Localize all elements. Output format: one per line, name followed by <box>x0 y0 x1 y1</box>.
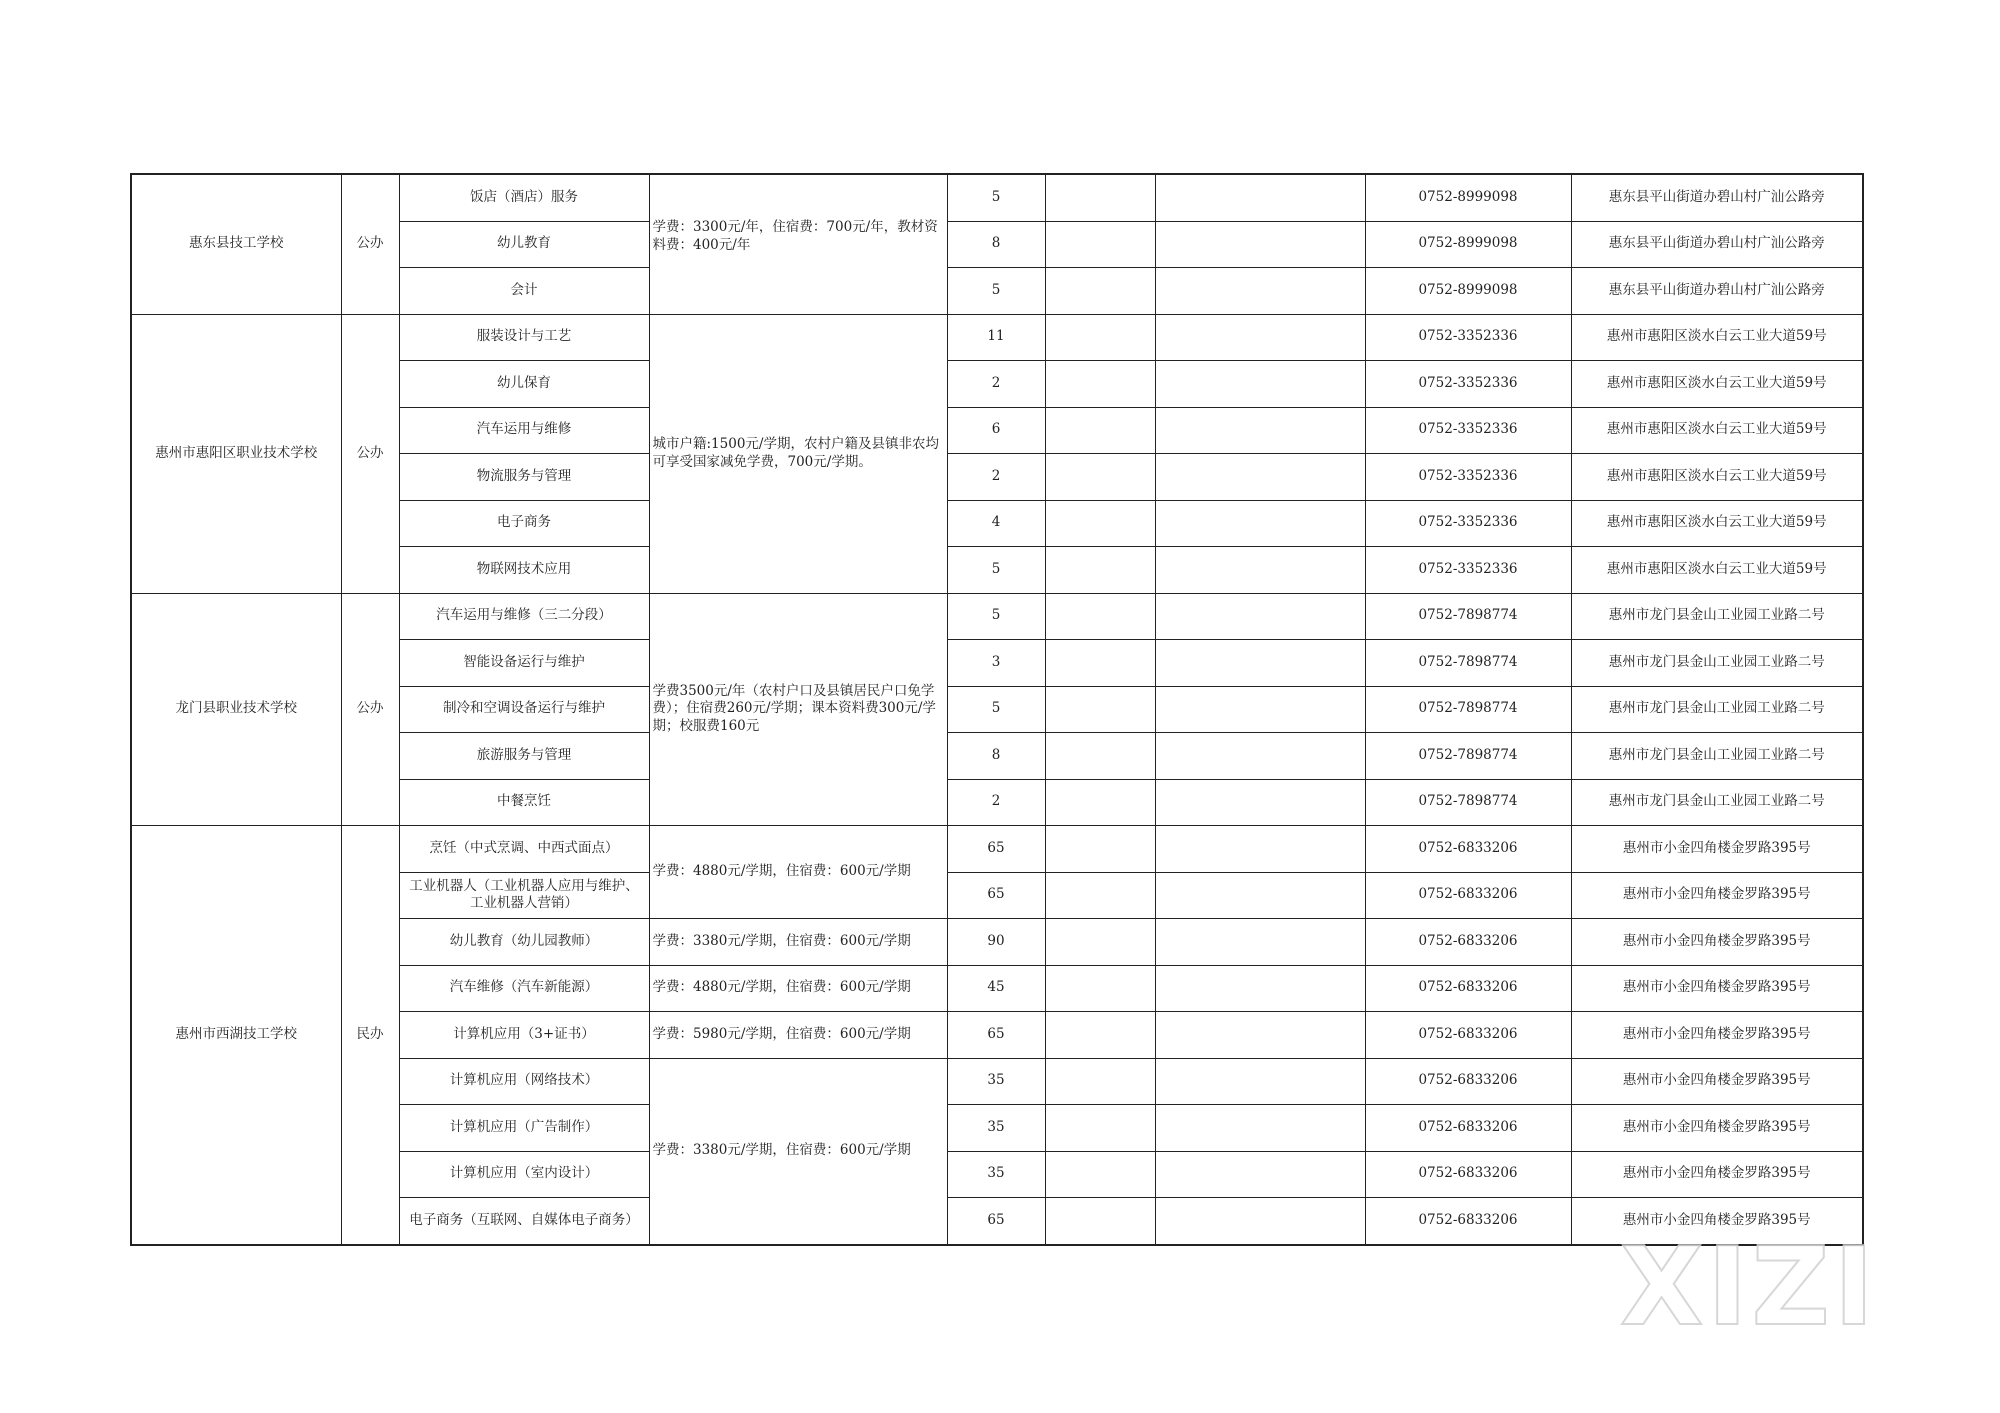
major-cell: 电子商务（互联网、自媒体电子商务） <box>399 1198 649 1245</box>
address-cell: 惠州市龙门县金山工业园工业路二号 <box>1571 686 1863 733</box>
quota-cell: 65 <box>947 872 1045 919</box>
empty-cell <box>1155 454 1365 501</box>
address-cell: 惠州市龙门县金山工业园工业路二号 <box>1571 640 1863 687</box>
school-name-cell: 惠州市西湖技工学校 <box>131 826 341 1245</box>
address-cell: 惠州市小金四角楼金罗路395号 <box>1571 1198 1863 1245</box>
phone-cell: 0752-7898774 <box>1365 733 1571 780</box>
phone-cell: 0752-3352336 <box>1365 547 1571 594</box>
empty-cell <box>1045 174 1155 221</box>
quota-cell: 5 <box>947 268 1045 315</box>
address-cell: 惠州市小金四角楼金罗路395号 <box>1571 1012 1863 1059</box>
major-cell: 计算机应用（广告制作） <box>399 1105 649 1152</box>
address-cell: 惠州市龙门县金山工业园工业路二号 <box>1571 733 1863 780</box>
major-cell: 饭店（酒店）服务 <box>399 174 649 221</box>
table-row <box>131 314 1863 361</box>
phone-cell: 0752-7898774 <box>1365 640 1571 687</box>
phone-cell: 0752-8999098 <box>1365 221 1571 268</box>
empty-cell <box>1045 1012 1155 1059</box>
empty-cell <box>1045 779 1155 826</box>
empty-cell <box>1155 1105 1365 1152</box>
address-cell: 惠东县平山街道办碧山村广汕公路旁 <box>1571 221 1863 268</box>
quota-cell: 5 <box>947 547 1045 594</box>
phone-cell: 0752-3352336 <box>1365 500 1571 547</box>
empty-cell <box>1045 686 1155 733</box>
fee-cell: 学费：3380元/学期，住宿费：600元/学期 <box>649 1058 947 1245</box>
phone-cell: 0752-6833206 <box>1365 1151 1571 1198</box>
empty-cell <box>1155 1058 1365 1105</box>
major-cell: 服装设计与工艺 <box>399 314 649 361</box>
address-cell: 惠州市小金四角楼金罗路395号 <box>1571 826 1863 873</box>
empty-cell <box>1155 1151 1365 1198</box>
school-type-cell: 民办 <box>341 826 399 1245</box>
empty-cell <box>1155 1198 1365 1245</box>
school-name-cell: 龙门县职业技术学校 <box>131 593 341 826</box>
major-cell: 智能设备运行与维护 <box>399 640 649 687</box>
address-cell: 惠州市小金四角楼金罗路395号 <box>1571 1105 1863 1152</box>
fee-cell: 学费：3380元/学期，住宿费：600元/学期 <box>649 919 947 966</box>
quota-cell: 35 <box>947 1105 1045 1152</box>
empty-cell <box>1045 500 1155 547</box>
quota-cell: 35 <box>947 1058 1045 1105</box>
major-cell: 汽车运用与维修 <box>399 407 649 454</box>
major-cell: 幼儿教育 <box>399 221 649 268</box>
empty-cell <box>1045 733 1155 780</box>
address-cell: 惠州市惠阳区淡水白云工业大道59号 <box>1571 361 1863 408</box>
empty-cell <box>1155 314 1365 361</box>
empty-cell <box>1155 407 1365 454</box>
empty-cell <box>1045 1058 1155 1105</box>
quota-cell: 8 <box>947 221 1045 268</box>
empty-cell <box>1155 221 1365 268</box>
empty-cell <box>1045 919 1155 966</box>
empty-cell <box>1155 174 1365 221</box>
address-cell: 惠州市惠阳区淡水白云工业大道59号 <box>1571 454 1863 501</box>
address-cell: 惠州市小金四角楼金罗路395号 <box>1571 1058 1863 1105</box>
empty-cell <box>1045 1151 1155 1198</box>
quota-cell: 5 <box>947 174 1045 221</box>
phone-cell: 0752-6833206 <box>1365 1058 1571 1105</box>
address-cell: 惠州市惠阳区淡水白云工业大道59号 <box>1571 500 1863 547</box>
major-cell: 计算机应用（网络技术） <box>399 1058 649 1105</box>
empty-cell <box>1155 1012 1365 1059</box>
empty-cell <box>1155 640 1365 687</box>
phone-cell: 0752-6833206 <box>1365 1198 1571 1245</box>
major-cell: 幼儿教育（幼儿园教师） <box>399 919 649 966</box>
quota-cell: 45 <box>947 965 1045 1012</box>
quota-cell: 8 <box>947 733 1045 780</box>
address-cell: 惠州市龙门县金山工业园工业路二号 <box>1571 593 1863 640</box>
enrollment-table <box>130 173 1864 1246</box>
quota-cell: 6 <box>947 407 1045 454</box>
empty-cell <box>1155 826 1365 873</box>
school-name-cell: 惠东县技工学校 <box>131 174 341 314</box>
major-cell: 汽车维修（汽车新能源） <box>399 965 649 1012</box>
empty-cell <box>1045 361 1155 408</box>
address-cell: 惠州市小金四角楼金罗路395号 <box>1571 965 1863 1012</box>
empty-cell <box>1045 268 1155 315</box>
quota-cell: 35 <box>947 1151 1045 1198</box>
school-type-cell: 公办 <box>341 314 399 593</box>
phone-cell: 0752-6833206 <box>1365 965 1571 1012</box>
empty-cell <box>1155 268 1365 315</box>
empty-cell <box>1155 547 1365 594</box>
table-row <box>131 174 1863 221</box>
empty-cell <box>1155 686 1365 733</box>
empty-cell <box>1155 500 1365 547</box>
major-cell: 制冷和空调设备运行与维护 <box>399 686 649 733</box>
table-row <box>131 826 1863 873</box>
table-row <box>131 593 1863 640</box>
phone-cell: 0752-7898774 <box>1365 686 1571 733</box>
quota-cell: 65 <box>947 826 1045 873</box>
quota-cell: 4 <box>947 500 1045 547</box>
address-cell: 惠东县平山街道办碧山村广汕公路旁 <box>1571 268 1863 315</box>
major-cell: 物流服务与管理 <box>399 454 649 501</box>
major-cell: 物联网技术应用 <box>399 547 649 594</box>
empty-cell <box>1155 361 1365 408</box>
watermark-logo: XIZI <box>1620 1225 1878 1350</box>
address-cell: 惠州市小金四角楼金罗路395号 <box>1571 872 1863 919</box>
major-cell: 计算机应用（3+证书） <box>399 1012 649 1059</box>
empty-cell <box>1045 1105 1155 1152</box>
quota-cell: 5 <box>947 593 1045 640</box>
phone-cell: 0752-6833206 <box>1365 826 1571 873</box>
phone-cell: 0752-6833206 <box>1365 1105 1571 1152</box>
major-cell: 会计 <box>399 268 649 315</box>
phone-cell: 0752-3352336 <box>1365 361 1571 408</box>
fee-cell: 学费：5980元/学期，住宿费：600元/学期 <box>649 1012 947 1059</box>
quota-cell: 2 <box>947 454 1045 501</box>
major-cell: 工业机器人（工业机器人应用与维护、工业机器人营销） <box>399 872 649 919</box>
empty-cell <box>1045 965 1155 1012</box>
address-cell: 惠州市惠阳区淡水白云工业大道59号 <box>1571 407 1863 454</box>
empty-cell <box>1045 826 1155 873</box>
phone-cell: 0752-7898774 <box>1365 593 1571 640</box>
phone-cell: 0752-6833206 <box>1365 872 1571 919</box>
major-cell: 烹饪（中式烹调、中西式面点） <box>399 826 649 873</box>
school-type-cell: 公办 <box>341 174 399 314</box>
phone-cell: 0752-8999098 <box>1365 174 1571 221</box>
empty-cell <box>1045 640 1155 687</box>
empty-cell <box>1155 965 1365 1012</box>
address-cell: 惠东县平山街道办碧山村广汕公路旁 <box>1571 174 1863 221</box>
empty-cell <box>1045 221 1155 268</box>
fee-cell: 学费：4880元/学期，住宿费：600元/学期 <box>649 965 947 1012</box>
quota-cell: 2 <box>947 779 1045 826</box>
address-cell: 惠州市惠阳区淡水白云工业大道59号 <box>1571 547 1863 594</box>
major-cell: 电子商务 <box>399 500 649 547</box>
fee-cell: 学费：3300元/年，住宿费：700元/年，教材资料费：400元/年 <box>649 174 947 314</box>
quota-cell: 65 <box>947 1198 1045 1245</box>
quota-cell: 11 <box>947 314 1045 361</box>
empty-cell <box>1045 314 1155 361</box>
school-name-cell: 惠州市惠阳区职业技术学校 <box>131 314 341 593</box>
phone-cell: 0752-3352336 <box>1365 407 1571 454</box>
major-cell: 旅游服务与管理 <box>399 733 649 780</box>
empty-cell <box>1155 593 1365 640</box>
major-cell: 计算机应用（室内设计） <box>399 1151 649 1198</box>
major-cell: 幼儿保育 <box>399 361 649 408</box>
empty-cell <box>1155 872 1365 919</box>
empty-cell <box>1045 547 1155 594</box>
phone-cell: 0752-6833206 <box>1365 919 1571 966</box>
quota-cell: 90 <box>947 919 1045 966</box>
address-cell: 惠州市龙门县金山工业园工业路二号 <box>1571 779 1863 826</box>
phone-cell: 0752-6833206 <box>1365 1012 1571 1059</box>
phone-cell: 0752-8999098 <box>1365 268 1571 315</box>
phone-cell: 0752-3352336 <box>1365 454 1571 501</box>
empty-cell <box>1155 779 1365 826</box>
empty-cell <box>1045 1198 1155 1245</box>
school-type-cell: 公办 <box>341 593 399 826</box>
fee-cell: 学费3500元/年（农村户口及县镇居民户口免学费）；住宿费260元/学期；课本资料费300元/学期；校服费160元 <box>649 593 947 826</box>
quota-cell: 65 <box>947 1012 1045 1059</box>
quota-cell: 2 <box>947 361 1045 408</box>
address-cell: 惠州市惠阳区淡水白云工业大道59号 <box>1571 314 1863 361</box>
fee-cell: 城市户籍:1500元/学期，农村户籍及县镇非农均可享受国家减免学费，700元/学期。 <box>649 314 947 593</box>
empty-cell <box>1155 919 1365 966</box>
fee-cell: 学费：4880元/学期，住宿费：600元/学期 <box>649 826 947 919</box>
major-cell: 中餐烹饪 <box>399 779 649 826</box>
empty-cell <box>1045 454 1155 501</box>
major-cell: 汽车运用与维修（三二分段） <box>399 593 649 640</box>
empty-cell <box>1045 407 1155 454</box>
quota-cell: 3 <box>947 640 1045 687</box>
address-cell: 惠州市小金四角楼金罗路395号 <box>1571 919 1863 966</box>
empty-cell <box>1155 733 1365 780</box>
address-cell: 惠州市小金四角楼金罗路395号 <box>1571 1151 1863 1198</box>
empty-cell <box>1045 593 1155 640</box>
empty-cell <box>1045 872 1155 919</box>
quota-cell: 5 <box>947 686 1045 733</box>
phone-cell: 0752-3352336 <box>1365 314 1571 361</box>
phone-cell: 0752-7898774 <box>1365 779 1571 826</box>
